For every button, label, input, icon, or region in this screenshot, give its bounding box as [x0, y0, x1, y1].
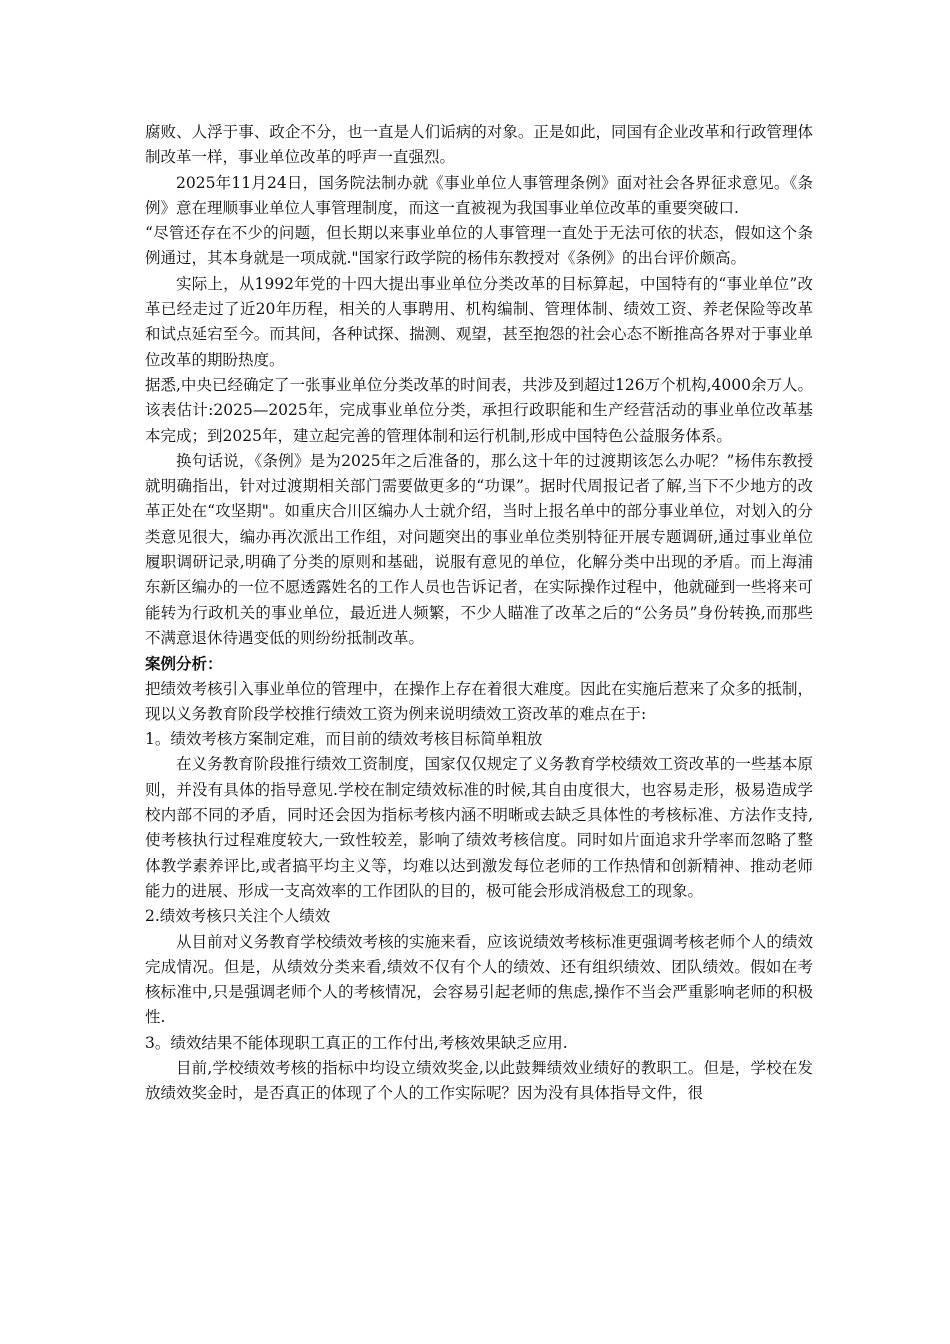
list-item-1-body: 在义务教育阶段推行绩效工资制度，国家仅仅规定了义务教育学校绩效工资改革的一些基本原则，并没有具体的指导意见.学校在制定绩效标准的时候,其自由度很大，也容易走形，极易造成学校内部不同的矛盾，同时还会因为指标考核内涵不明晰或去缺乏具体性的考核标准、方法作支持,使考核执行过程难度较大,一致性较差，影响了绩效考核信度。同时如片面追求升学率而忽略了整体教学素养评比,或者搞平均主义等，均难以达到激发每位老师的工作热情和创新精神、推动老师能力的进展、形成一支高效率的工作团队的目的，极可能会形成消极怠工的现象。	[145, 755, 813, 900]
paragraph-7: 把绩效考核引入事业单位的管理中，在操作上存在着很大难度。因此在实施后惹来了众多的抵制，现以义务教育阶段学校推行绩效工资为例来说明绩效工资改革的难点在于:	[145, 679, 813, 723]
document-body	[145, 120, 813, 1107]
section-heading-case-analysis: 案例分析：	[145, 654, 223, 674]
list-item-2-body: 从目前对义务教育学校绩效考核的实施来看，应该说绩效考核标准更强调考核老师个人的绩效完成情况。但是，从绩效分类来看,绩效不仅有个人的绩效、还有组织绩效、团队绩效。假如在考核标准中,只是强调老师个人的考核情况，会容易引起老师的焦虑,操作不当会严重影响老师的积极性.	[145, 932, 813, 1027]
list-item-3-title: 3。绩效结果不能体现职工真正的工作付出,考核效果缺乏应用.	[145, 1033, 568, 1052]
paragraph-3: “尽管还存在不少的问题，但长期以来事业单位的人事管理一直处于无法可依的状态，假如这个条例通过，其本身就是一项成就."国家行政学院的杨伟东教授对《条例》的出台评价颇高。	[145, 224, 813, 268]
paragraph-4: 实际上，从1992年党的十四大提出事业单位分类改革的目标算起，中国特有的“事业单位”改革已经走过了近20年历程，相关的人事聘用、机构编制、管理体制、绩效工资、养老保险等改革和试点延宕至今。而其间，各种试探、揣测、观望，甚至抱怨的社会心态不断推高各界对于事业单位改革的期盼热度。	[145, 274, 813, 369]
paragraph-6: 换句话说，《条例》是为2025年之后准备的，那么这十年的过渡期该怎么办呢？”杨伟东教授就明确指出，针对过渡期相关部门需要做更多的“功课”。据时代周报记者了解,当下不少地方的改革正处在“攻坚期"。如重庆合川区编办人士就介绍，当时上报名单中的部分事业单位，对划入的分类意见很大，编办再次派出工作组，对问题突出的事业单位类别特征开展专题调研,通过事业单位履职调研记录,明确了分类的原则和基础，说服有意见的单位，化解分类中出现的矛盾。而上海浦东新区编办的一位不愿透露姓名的工作人员也告诉记者，在实际操作过程中，他就碰到一些将来可能转为行政机关的事业单位，最近进人频繁，不少人瞄准了改革之后的“公务员”身份转换,而那些不满意退休待遇变低的则纷纷抵制改革。	[145, 451, 813, 647]
list-item-1-title: 1。绩效考核方案制定难，而目前的绩效考核目标简单粗放	[145, 730, 543, 749]
list-item-2-title: 2.绩效考核只关注个人绩效	[145, 907, 331, 926]
paragraph-5: 据悉,中央已经确定了一张事业单位分类改革的时间表，共涉及到超过126万个机构,4000余万人。该表估计:2025—2025年，完成事业单位分类，承担行政职能和生产经营活动的事业单位改革基本完成；到2025年，建立起完善的管理体制和运行机制,形成中国特色公益服务体系。	[145, 375, 813, 445]
paragraph-1: 腐败、人浮于事、政企不分，也一直是人们诟病的对象。正是如此，同国有企业改革和行政管理体制改革一样，事业单位改革的呼声一直强烈。	[145, 123, 813, 167]
paragraph-2: 2025年11月24日，国务院法制办就《事业单位人事管理条例》面对社会各界征求意见。《条例》意在理顺事业单位人事管理制度，而这一直被视为我国事业单位改革的重要突破口.	[145, 173, 813, 217]
list-item-3-body: 目前,学校绩效考核的指标中均设立绩效奖金,以此鼓舞绩效业绩好的教职工。但是，学校在发放绩效奖金时，是否真正的体现了个人的工作实际呢？因为没有具体指导文件，很	[145, 1058, 813, 1103]
